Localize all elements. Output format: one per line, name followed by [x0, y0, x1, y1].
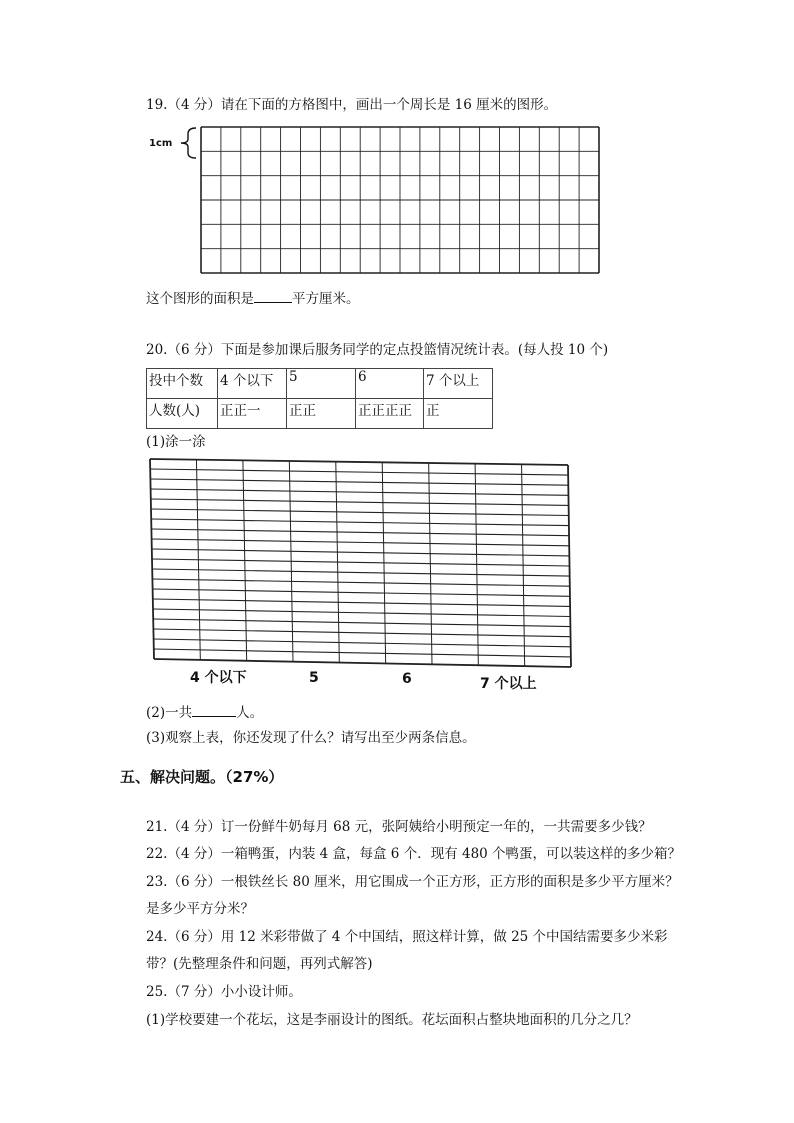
chart-grid-line: [150, 459, 568, 465]
area-prefix: 这个图形的面积是: [146, 291, 254, 307]
chart-grid-line: [153, 629, 570, 637]
total-answer-blank[interactable]: [192, 702, 236, 717]
section-title: 五、解决问题。（27%）: [120, 768, 284, 786]
table-header-cell: 4 个以下: [218, 369, 287, 399]
chart-grid-line: [152, 549, 570, 556]
chart-grid-line: [154, 649, 571, 657]
q21-text: 21.（4 分）订一份鲜牛奶每月 68 元，张阿姨给小明预定一年的，一共需要多少钱？: [146, 819, 652, 835]
chart-grid-line: [154, 659, 571, 667]
chart-grid-line: [153, 619, 570, 627]
chart-grid-line: [151, 509, 569, 516]
q24-text-line1: 24.（6 分）用 12 米彩带做了 4 个中国结，照这样计算，做 25 个中国结需要多少米彩: [146, 929, 668, 945]
tally-table: [146, 368, 493, 429]
chart-grid-line: [152, 559, 570, 566]
table-header-cell: 7 个以上: [424, 369, 493, 399]
part2-suffix: 人。: [236, 705, 264, 721]
q19-text: 19.（4 分）请在下面的方格图中，画出一个周长是 16 厘米的图形。: [146, 97, 558, 113]
chart-grid-line: [152, 539, 570, 546]
chart-grid-line: [152, 579, 569, 586]
x-label: 7 个以上: [480, 676, 537, 692]
chart-grid-line: [151, 489, 569, 495]
coloring-bar-grid[interactable]: [146, 457, 576, 669]
q25-text: 25.（7 分）小小设计师。: [146, 984, 302, 1000]
q20-part2-line: [146, 702, 263, 722]
q23-text-line1: 23.（6 分）一根铁丝长 80 厘米，用它围成一个正方形，正方形的面积是多少平方厘米？: [146, 874, 679, 890]
table-row: [147, 399, 493, 429]
chart-grid-line: [150, 479, 568, 485]
x-label: 4 个以下: [190, 670, 247, 686]
q19-area-line: [146, 288, 360, 308]
q20-part3: (3)观察上表，你还发现了什么？请写出至少两条信息。: [146, 730, 476, 746]
table-cell: 人数(人): [147, 399, 218, 429]
chart-grid-line: [151, 499, 569, 505]
q20-text: 20.（6 分）下面是参加课后服务同学的定点投篮情况统计表。(每人投 10 个): [146, 342, 609, 358]
q24-text-line2: 带？(先整理条件和问题，再列式解答): [146, 956, 373, 972]
part2-prefix: (2)一共: [146, 705, 193, 721]
table-header-cell: 5: [287, 369, 356, 399]
chart-grid-line: [152, 569, 569, 576]
x-label: 5: [309, 670, 319, 686]
chart-grid-line: [153, 609, 570, 617]
table-cell: 正正一: [218, 399, 287, 429]
chart-grid-line: [154, 639, 571, 647]
table-cell: 正: [424, 399, 493, 429]
unit-label: 1cm: [149, 138, 173, 149]
brace-icon: [176, 126, 198, 160]
chart-grid-line: [150, 469, 568, 475]
table-header-row: [147, 369, 493, 399]
x-label: 6: [402, 671, 412, 687]
chart-grid-line: [151, 529, 569, 536]
q20-part1: (1)涂一涂: [146, 434, 206, 450]
q22-text: 22.（4 分）一箱鸭蛋，内装 4 盒，每盒 6 个．现有 480 个鸭蛋，可以装这样的多少箱？: [146, 846, 682, 862]
q25-part1: (1)学校要建一个花坛，这是李丽设计的图纸。花坛面积占整块地面积的几分之几？: [146, 1012, 638, 1028]
table-cell: 正正正正: [356, 399, 424, 429]
area-suffix: 平方厘米。: [292, 291, 360, 307]
area-answer-blank[interactable]: [254, 288, 292, 303]
table-header-cell: 投中个数: [147, 369, 218, 399]
q19-square-grid[interactable]: [200, 126, 600, 274]
table-header-cell: 6: [356, 369, 424, 399]
q23-text-line2: 是多少平方分米？: [146, 901, 254, 917]
table-cell: 正正: [287, 399, 356, 429]
chart-grid-line: [153, 589, 570, 596]
chart-grid-line: [153, 599, 570, 606]
chart-grid-line: [151, 519, 569, 526]
